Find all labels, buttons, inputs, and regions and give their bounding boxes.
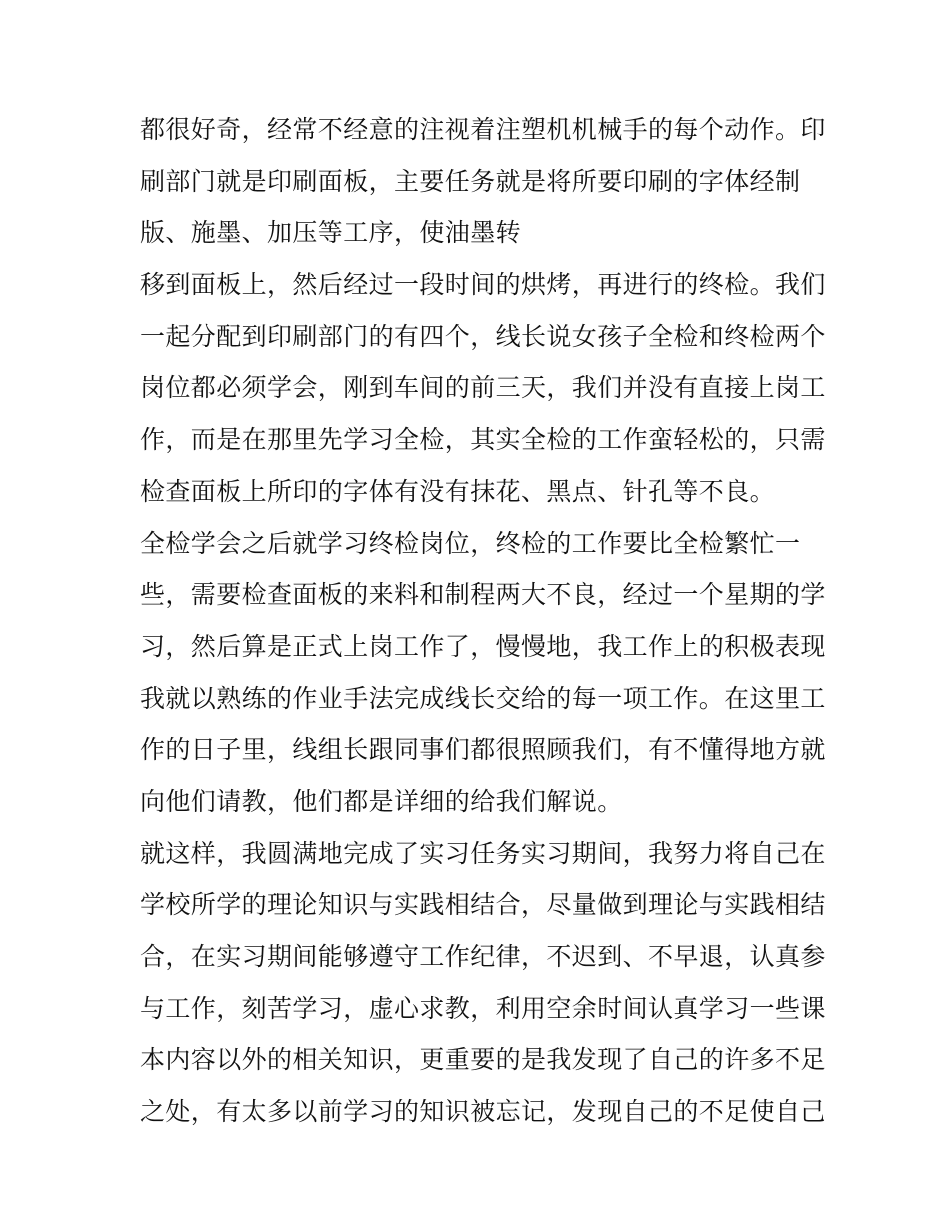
text-line-5: 一起分配到印刷部门的有四个，线长说女孩子全检和终检两个 — [140, 321, 826, 351]
body-text — [140, 108, 826, 1142]
text-line-12: 我就以熟练的作业手法完成线长交给的每一项工作。在这里工 — [140, 683, 826, 713]
text-line-20: 之处，有太多以前学习的知识被忘记，发现自己的不足使自己 — [140, 1097, 826, 1127]
text-line-13: 作的日子里，线组长跟同事们都很照顾我们，有不懂得地方就 — [140, 735, 826, 765]
text-line-16: 学校所学的理论知识与实践相结合，尽量做到理论与实践相结 — [140, 890, 826, 920]
text-line-6: 岗位都必须学会，刚到车间的前三天，我们并没有直接上岗工 — [140, 373, 826, 403]
text-line-1: 都很好奇，经常不经意的注视着注塑机机械手的每个动作。印 — [140, 115, 826, 144]
text-line-9: 全检学会之后就学习终检岗位，终检的工作要比全检繁忙一 — [140, 528, 801, 558]
text-line-17: 合，在实习期间能够遵守工作纪律，不迟到、不早退，认真参 — [140, 942, 826, 971]
text-line-4: 移到面板上，然后经过一段时间的烘烤，再进行的终检。我们 — [140, 270, 826, 300]
text-line-3: 版、施墨、加压等工序，使油墨转 — [140, 218, 522, 248]
text-line-19: 本内容以外的相关知识，更重要的是我发现了自己的许多不足 — [140, 1045, 826, 1075]
text-line-2: 刷部门就是印刷面板，主要任务就是将所要印刷的字体经制 — [140, 166, 801, 196]
text-line-11: 习，然后算是正式上岗工作了，慢慢地，我工作上的积极表现 — [140, 631, 826, 661]
text-line-14: 向他们请教，他们都是详细的给我们解说。 — [140, 786, 623, 816]
text-line-15: 就这样，我圆满地完成了实习任务实习期间，我努力将自己在 — [140, 838, 826, 868]
text-line-10: 些，需要检查面板的来料和制程两大不良，经过一个星期的学 — [140, 580, 826, 610]
text-line-8: 检查面板上所印的字体有没有抹花、黑点、针孔等不良。 — [140, 476, 776, 506]
text-line-18: 与工作，刻苦学习，虚心求教，利用空余时间认真学习一些课 — [140, 993, 826, 1023]
text-line-7: 作，而是在那里先学习全检，其实全检的工作蛮轻松的，只需 — [140, 425, 826, 455]
